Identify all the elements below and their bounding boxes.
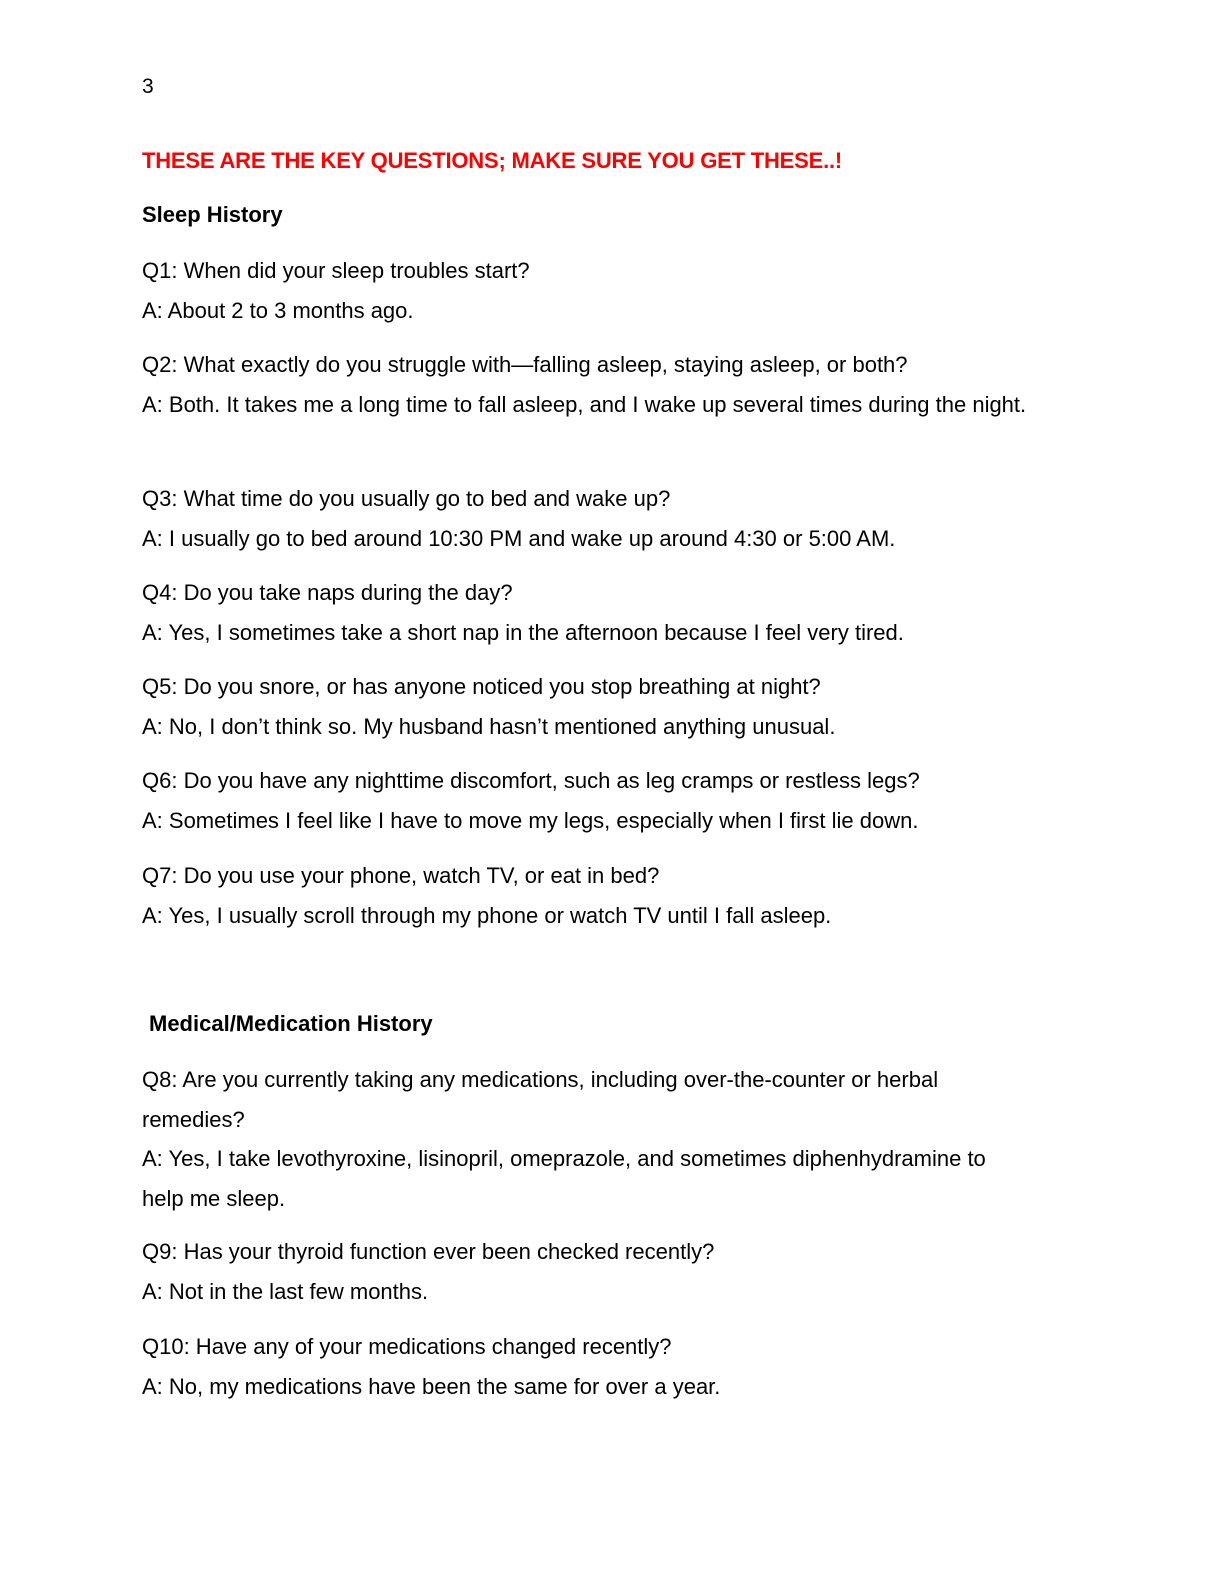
answer: A: Both. It takes me a long time to fall asleep, and I wake up several times during the night. bbox=[142, 391, 1027, 417]
key-questions-alert: THESE ARE THE KEY QUESTIONS; MAKE SURE YOU GET THESE..! bbox=[142, 148, 843, 173]
qa-item bbox=[142, 251, 1062, 330]
qa-item bbox=[142, 667, 1062, 746]
question: Q3: What time do you usually go to bed and wake up? bbox=[142, 486, 671, 511]
qa-item bbox=[142, 573, 1062, 652]
qa-item bbox=[142, 761, 1062, 840]
question: Q10: Have any of your medications changed recently? bbox=[142, 1334, 672, 1359]
qa-item bbox=[142, 1327, 1062, 1406]
qa-item bbox=[142, 479, 1062, 558]
question: Q8: Are you currently taking any medications, including over-the-counter or herbal remedies? bbox=[142, 1067, 939, 1132]
answer: A: Yes, I sometimes take a short nap in the afternoon because I feel very tired. bbox=[142, 619, 904, 645]
answer: A: No, I don’t think so. My husband hasn’t mentioned anything unusual. bbox=[142, 713, 836, 739]
page-number: 3 bbox=[142, 75, 154, 98]
qa-item bbox=[142, 345, 1062, 424]
question: Q6: Do you have any nighttime discomfort, such as leg cramps or restless legs? bbox=[142, 768, 920, 793]
qa-item bbox=[142, 856, 1062, 935]
question: Q2: What exactly do you struggle with—falling asleep, staying asleep, or both? bbox=[142, 352, 908, 377]
question: Q4: Do you take naps during the day? bbox=[142, 580, 513, 605]
qa-item bbox=[142, 1232, 1062, 1311]
answer: A: No, my medications have been the same for over a year. bbox=[142, 1373, 721, 1399]
question: Q1: When did your sleep troubles start? bbox=[142, 258, 530, 283]
answer: A: Sometimes I feel like I have to move my legs, especially when I first lie down. bbox=[142, 807, 919, 833]
section-heading-sleep-history: Sleep History bbox=[142, 202, 283, 227]
answer: A: Yes, I usually scroll through my phone or watch TV until I fall asleep. bbox=[142, 902, 832, 928]
question: Q5: Do you snore, or has anyone noticed you stop breathing at night? bbox=[142, 674, 821, 699]
answer: A: About 2 to 3 months ago. bbox=[142, 297, 414, 323]
section-heading-medical-history: Medical/Medication History bbox=[149, 1011, 433, 1036]
answer: A: I usually go to bed around 10:30 PM and wake up around 4:30 or 5:00 AM. bbox=[142, 525, 896, 551]
qa-item bbox=[142, 1060, 1022, 1218]
question: Q7: Do you use your phone, watch TV, or eat in bed? bbox=[142, 863, 660, 888]
answer: A: Yes, I take levothyroxine, lisinopril, omeprazole, and sometimes diphenhydramine to help me sleep. bbox=[142, 1146, 986, 1211]
question: Q9: Has your thyroid function ever been checked recently? bbox=[142, 1239, 715, 1264]
answer: A: Not in the last few months. bbox=[142, 1278, 429, 1304]
